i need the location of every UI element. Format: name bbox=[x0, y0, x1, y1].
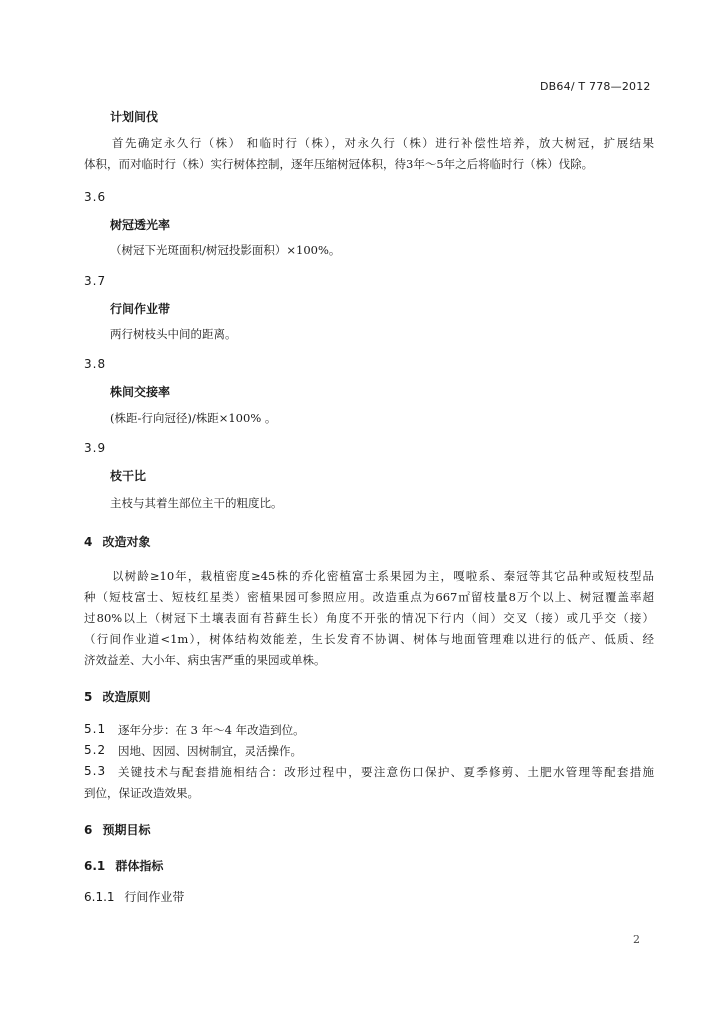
page-number: 2 bbox=[633, 933, 640, 946]
item-line: 到位，保证改造效果。 bbox=[84, 786, 199, 800]
paragraph-line: 以树龄≥10年，栽植密度≥45株的乔化密植富士系果园为主，嘎啦系、秦冠等其它品种或短枝型品 bbox=[112, 569, 654, 583]
term-3-7: 行间作业带 bbox=[110, 302, 171, 316]
paragraph-line: 济效益差、大小年、病虫害严重的果园或单株。 bbox=[84, 653, 326, 667]
item-text-5-2: 因地、因园、因树制宜，灵活操作。 bbox=[118, 744, 302, 758]
definition-3-7: 两行树枝头中间的距离。 bbox=[110, 327, 237, 341]
section-4-paragraph bbox=[84, 566, 654, 671]
section-heading-5: 5 改造原则 bbox=[84, 690, 151, 704]
item-number-5-2: 5.2 bbox=[84, 743, 107, 757]
definition-3-6: （树冠下光斑面积/树冠投影面积）×100%。 bbox=[110, 243, 341, 257]
section-number-3-6: 3.6 bbox=[84, 190, 107, 204]
section-number-3-7: 3.7 bbox=[84, 274, 107, 288]
section-heading-4: 4 改造对象 bbox=[84, 535, 151, 549]
item-number-5-3: 5.3 bbox=[84, 764, 107, 778]
term-3-8: 株间交接率 bbox=[110, 385, 171, 399]
definition-line: 体积，而对临时行（株）实行树体控制，逐年压缩树冠体积，待3年～5年之后将临时行（株）伐除。 bbox=[84, 157, 594, 171]
paragraph-line: 种（短枝富士、短枝红星类）密植果园可参照应用。改造重点为667㎡留枝量8万个以上、树冠覆盖率超 bbox=[84, 590, 654, 604]
definition-3-5 bbox=[112, 133, 654, 154]
subsubsection-heading-6-1-1: 6.1.1 行间作业带 bbox=[84, 890, 185, 904]
section-number-3-9: 3.9 bbox=[84, 441, 107, 455]
term-3-9: 枝干比 bbox=[110, 469, 147, 483]
section-number-3-8: 3.8 bbox=[84, 357, 107, 371]
item-text-5-3 bbox=[118, 762, 654, 783]
definition-3-9: 主枝与其着生部位主干的粗度比。 bbox=[110, 496, 283, 510]
standard-code: DB64/ T 778—2012 bbox=[540, 80, 651, 93]
item-number-5-1: 5.1 bbox=[84, 722, 107, 736]
term-3-5: 计划间伐 bbox=[110, 110, 159, 124]
paragraph-line: （行间作业道<1m），树体结构效能差，生长发育不协调、树体与地面管理难以进行的低产、低质、经 bbox=[84, 632, 654, 646]
definition-line: 首先确定永久行（株） 和临时行（株），对永久行（株）进行补偿性培养，放大树冠，扩展结果 bbox=[112, 136, 654, 150]
section-heading-6: 6 预期目标 bbox=[84, 823, 151, 837]
definition-3-8: (株距-行向冠径)/株距×100% 。 bbox=[110, 411, 277, 425]
item-line: 关键技术与配套措施相结合：改形过程中，要注意伤口保护、夏季修剪、土肥水管理等配套措施 bbox=[118, 765, 654, 779]
subsection-heading-6-1: 6.1 群体指标 bbox=[84, 859, 164, 873]
item-text-5-1: 逐年分步：在 3 年～4 年改造到位。 bbox=[118, 723, 305, 737]
paragraph-line: 过80%以上（树冠下土壤表面有苔藓生长）角度不开张的情况下行内（间）交叉（接）或几乎交（接） bbox=[84, 611, 654, 625]
term-3-6: 树冠透光率 bbox=[110, 218, 171, 232]
